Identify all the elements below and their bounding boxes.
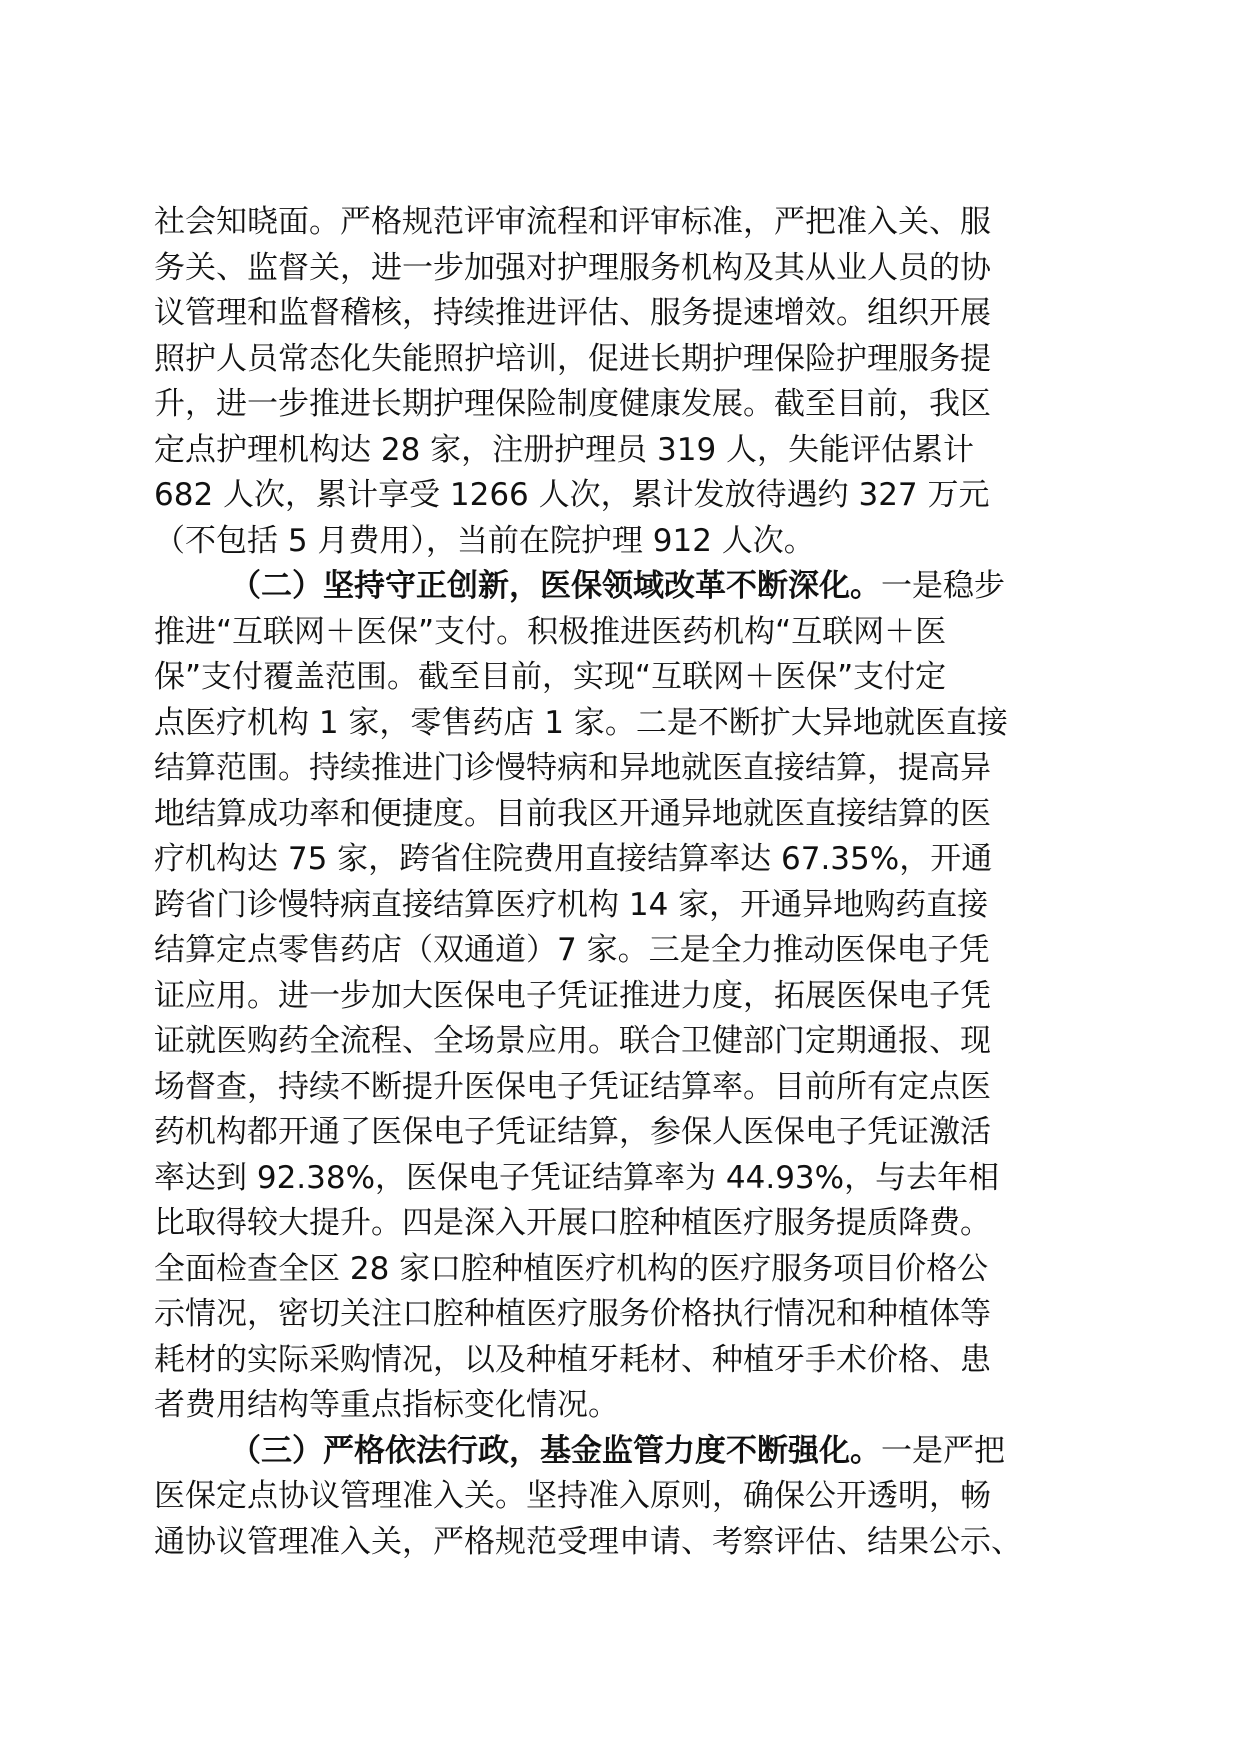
text-line <box>154 337 1084 383</box>
text-line <box>154 382 1084 428</box>
text-line <box>154 1520 1084 1566</box>
body-text <box>154 200 1084 1565</box>
text-line <box>154 1019 1084 1065</box>
text-line <box>154 200 1084 246</box>
text-line <box>154 928 1084 974</box>
text-line <box>154 792 1084 838</box>
text-line <box>154 610 1084 656</box>
text-line <box>154 428 1084 474</box>
line-text: 耗材的实际采购情况，以及种植牙耗材、种植牙手术价格、患 <box>154 1341 991 1378</box>
line-text: 结算范围。持续推进门诊慢特病和异地就医直接结算，提高异 <box>154 750 991 786</box>
text-line <box>154 746 1084 792</box>
text-line <box>154 837 1084 883</box>
line-text: 药机构都开通了医保电子凭证结算，参保人医保电子凭证激活 <box>154 1114 991 1150</box>
line-text: 证应用。进一步加大医保电子凭证推进力度，拓展医保电子凭 <box>154 977 991 1014</box>
text-line <box>154 473 1084 519</box>
text-line <box>154 1201 1084 1247</box>
text-line <box>154 1474 1084 1520</box>
line-text: 场督查，持续不断提升医保电子凭证结算率。目前所有定点医 <box>154 1068 991 1105</box>
text-line <box>154 1110 1084 1156</box>
text-line <box>154 883 1084 929</box>
line-text: 跨省门诊慢特病直接结算医疗机构 14 家，开通异地购药直接 <box>154 886 989 923</box>
text-line <box>154 519 1084 565</box>
text-line <box>154 1065 1084 1111</box>
section-heading: （二）坚持守正创新，医保领域改革不断深化。 <box>230 568 881 604</box>
line-text: 照护人员常态化失能照护培训，促进长期护理保险护理服务提 <box>154 340 991 377</box>
line-text: 一是稳步 <box>881 568 1005 604</box>
line-text: 全面检查全区 28 家口腔种植医疗机构的医疗服务项目价格公 <box>154 1250 989 1287</box>
line-text: 议管理和监督稽核，持续推进评估、服务提速增效。组织开展 <box>154 295 991 331</box>
text-line <box>154 974 1084 1020</box>
text-line <box>154 1247 1084 1293</box>
section-heading: （三）严格依法行政，基金监管力度不断强化。 <box>230 1432 881 1469</box>
text-line <box>154 291 1084 337</box>
line-text: 证就医购药全流程、全场景应用。联合卫健部门定期通报、现 <box>154 1023 991 1059</box>
line-text: 点医疗机构 1 家，零售药店 1 家。二是不断扩大异地就医直接 <box>154 704 1008 741</box>
line-text: 者费用结构等重点指标变化情况。 <box>154 1387 619 1423</box>
text-line <box>154 1338 1084 1384</box>
line-text: 比取得较大提升。四是深入开展口腔种植医疗服务提质降费。 <box>154 1205 991 1241</box>
line-text: 定点护理机构达 28 家，注册护理员 319 人，失能评估累计 <box>154 431 975 468</box>
text-line <box>154 1383 1084 1429</box>
line-text: 保”支付覆盖范围。截至目前，实现“互联网＋医保”支付定 <box>154 659 947 695</box>
line-text: 推进“互联网＋医保”支付。积极推进医药机构“互联网＋医 <box>154 613 947 650</box>
line-text: 务关、监督关，进一步加强对护理服务机构及其从业人员的协 <box>154 249 991 286</box>
text-line <box>154 1292 1084 1338</box>
line-text: 682 人次，累计享受 1266 人次，累计发放待遇约 327 万元 <box>154 477 990 513</box>
line-text: 社会知晓面。严格规范评审流程和评审标准，严把准入关、服 <box>154 204 991 240</box>
section-heading-line <box>154 1429 1084 1475</box>
line-text: 示情况，密切关注口腔种植医疗服务价格执行情况和种植体等 <box>154 1296 991 1332</box>
text-line <box>154 701 1084 747</box>
line-text: 医保定点协议管理准入关。坚持准入原则，确保公开透明，畅 <box>154 1478 991 1514</box>
line-text: 结算定点零售药店（双通道）7 家。三是全力推动医保电子凭 <box>154 932 990 968</box>
line-text: 通协议管理准入关，严格规范受理申请、考察评估、结果公示、 <box>154 1523 1022 1560</box>
section-heading-line <box>154 564 1084 610</box>
text-line <box>154 1156 1084 1202</box>
line-text: 疗机构达 75 家，跨省住院费用直接结算率达 67.35%，开通 <box>154 841 993 877</box>
line-text: 地结算成功率和便捷度。目前我区开通异地就医直接结算的医 <box>154 795 991 832</box>
text-line <box>154 246 1084 292</box>
line-text: 率达到 92.38%，医保电子凭证结算率为 44.93%，与去年相 <box>154 1159 1000 1196</box>
line-text: （不包括 5 月费用），当前在院护理 912 人次。 <box>154 522 815 559</box>
line-text: 一是严把 <box>881 1432 1005 1469</box>
line-text: 升，进一步推进长期护理保险制度健康发展。截至目前，我区 <box>154 386 991 422</box>
text-line <box>154 655 1084 701</box>
